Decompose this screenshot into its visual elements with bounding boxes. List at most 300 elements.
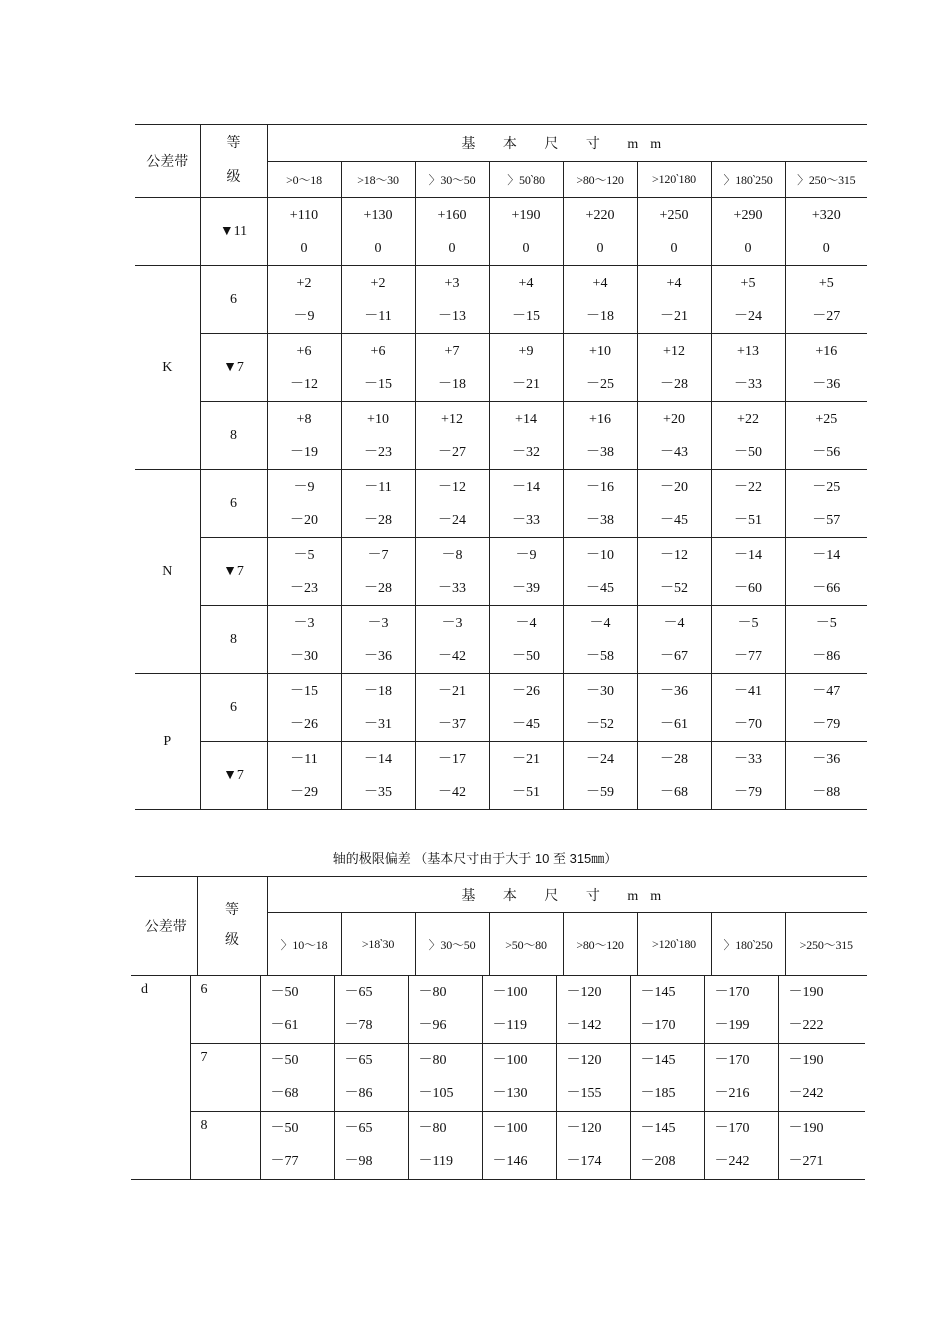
deviation-cell [785,538,867,606]
deviation-cell [415,742,489,810]
upper-deviation: －3 [293,615,315,631]
size-range-header: 〉50‵80 [489,162,563,198]
upper-deviation: －12 [660,547,688,563]
table-row [135,470,867,538]
upper-deviation: +320 [811,207,841,223]
lower-deviation: 0 [522,240,530,256]
deviation-cell [341,674,415,742]
upper-deviation: －36 [660,683,688,699]
lower-deviation: －23 [290,580,318,596]
deviation-cell [711,198,785,266]
lower-deviation: －51 [734,512,762,528]
upper-deviation: －190 [788,1053,824,1068]
upper-deviation: －14 [512,479,540,495]
upper-deviation: －65 [344,1121,373,1136]
lower-deviation: －170 [640,1018,676,1033]
deviation-cell [637,198,711,266]
lower-deviation: －199 [714,1018,750,1033]
table-row [135,334,867,402]
upper-deviation: －4 [589,615,611,631]
upper-deviation: +130 [363,207,393,223]
upper-deviation: +6 [370,343,386,359]
shaft-deviation-cell [482,1044,556,1112]
deviation-cell [711,402,785,470]
shaft-size-range-header: >80～120 [563,913,637,976]
lower-deviation: －119 [492,1018,527,1033]
shaft-deviation-cell [260,1112,334,1180]
upper-deviation: －41 [734,683,762,699]
shaft-band-cell: d [131,976,190,1180]
deviation-cell [785,198,867,266]
upper-deviation: －4 [663,615,685,631]
shaft-grade-header-line2: 级 [225,933,239,949]
lower-deviation: －27 [812,308,841,324]
lower-deviation: －43 [660,444,688,460]
upper-deviation: －15 [290,683,318,699]
lower-deviation: －42 [438,784,466,800]
deviation-cell [711,742,785,810]
deviation-cell [489,266,563,334]
shaft-deviation-cell [704,1112,778,1180]
shaft-deviation-cell [482,976,556,1044]
shaft-deviation-table [131,975,865,1180]
shaft-table-header [135,876,867,976]
lower-deviation: －57 [812,512,841,528]
deviation-cell [341,470,415,538]
upper-deviation: －36 [812,751,841,767]
upper-deviation: －14 [734,547,762,563]
lower-deviation: －15 [364,376,392,392]
deviation-cell [267,538,341,606]
deviation-cell [267,742,341,810]
upper-deviation: －30 [586,683,614,699]
deviation-cell [637,674,711,742]
shaft-deviation-cell [704,1044,778,1112]
lower-deviation: －33 [512,512,540,528]
tolerance-band-cell: N [135,470,200,674]
lower-deviation: 0 [670,240,678,256]
lower-deviation: －59 [586,784,614,800]
upper-deviation: +4 [518,275,534,291]
upper-deviation: －100 [492,1053,528,1068]
grade-header-line1: 等 [226,136,241,151]
lower-deviation: －68 [270,1086,299,1101]
shaft-deviation-cell [778,1044,865,1112]
shaft-size-range-header: 〉10～18 [267,913,341,976]
lower-deviation: －26 [290,716,318,732]
table-row [131,1044,865,1112]
lower-deviation: －42 [438,648,466,664]
size-range-header: >18～30 [341,162,415,198]
grade-cell: 6 [200,266,267,334]
upper-deviation: +12 [663,343,685,359]
upper-deviation: －26 [512,683,540,699]
shaft-size-range-header: 〉30～50 [415,913,489,976]
deviation-cell [341,742,415,810]
upper-deviation: －5 [293,547,315,563]
deviation-cell [563,742,637,810]
deviation-cell [489,198,563,266]
hole-table-body [135,125,867,810]
shaft-deviation-cell [556,976,630,1044]
table-row [135,742,867,810]
upper-deviation: －145 [640,1053,676,1068]
lower-deviation: －70 [734,716,762,732]
lower-deviation: －9 [293,308,315,324]
lower-deviation: －21 [512,376,540,392]
table-row [135,538,867,606]
upper-deviation: －33 [734,751,762,767]
deviation-cell [563,334,637,402]
upper-deviation: +16 [815,343,838,359]
lower-deviation: －98 [344,1154,373,1169]
shaft-grade-header-line1: 等 [225,903,239,919]
upper-deviation: －190 [788,985,824,1000]
lower-deviation: 0 [448,240,456,256]
table-row [135,198,867,266]
upper-deviation: －50 [270,1121,299,1136]
lower-deviation: －96 [418,1018,447,1033]
lower-deviation: －38 [586,512,614,528]
upper-deviation: +290 [733,207,763,223]
lower-deviation: －66 [812,580,841,596]
deviation-cell [785,470,867,538]
upper-deviation: +13 [737,343,759,359]
lower-deviation: －61 [270,1018,299,1033]
upper-deviation: －18 [364,683,392,699]
upper-deviation: +10 [367,411,389,427]
shaft-deviation-cell [778,976,865,1044]
shaft-size-range-header: >18‵30 [341,913,415,976]
lower-deviation: －60 [734,580,762,596]
upper-deviation: +2 [370,275,386,291]
upper-deviation: －145 [640,985,676,1000]
upper-deviation: －17 [438,751,466,767]
upper-deviation: +250 [659,207,689,223]
deviation-cell [415,606,489,674]
deviation-cell [785,334,867,402]
lower-deviation: －19 [290,444,318,460]
lower-deviation: －271 [788,1154,824,1169]
shaft-grade-header [197,877,267,976]
deviation-cell [267,470,341,538]
grade-cell: 8 [200,606,267,674]
deviation-cell [637,266,711,334]
deviation-cell [267,334,341,402]
shaft-deviation-cell [556,1112,630,1180]
lower-deviation: －67 [660,648,688,664]
deviation-cell [341,198,415,266]
shaft-deviation-cell [408,1112,482,1180]
shaft-deviation-cell [704,976,778,1044]
lower-deviation: －222 [788,1018,824,1033]
lower-deviation: 0 [596,240,604,256]
deviation-cell [489,334,563,402]
upper-deviation: +16 [589,411,611,427]
size-range-header: 〉250～315 [785,162,867,198]
deviation-cell [785,606,867,674]
upper-deviation: －5 [815,615,837,631]
deviation-cell [711,674,785,742]
lower-deviation: －142 [566,1018,602,1033]
size-range-header: >80～120 [563,162,637,198]
deviation-cell [489,742,563,810]
basic-size-header: 基 本 尺 寸 mm [267,125,867,162]
lower-deviation: －50 [512,648,540,664]
upper-deviation: +190 [511,207,541,223]
shaft-deviation-cell [408,1044,482,1112]
table-row [135,402,867,470]
upper-deviation: －8 [441,547,463,563]
lower-deviation: －79 [812,716,841,732]
deviation-cell [489,606,563,674]
upper-deviation: －12 [438,479,466,495]
size-range-header: >0～18 [267,162,341,198]
deviation-cell [341,402,415,470]
lower-deviation: 0 [822,240,830,256]
deviation-cell [637,538,711,606]
shaft-table-caption: 轴的极限偏差 （基本尺寸由于大于 10 至 315㎜） [332,851,618,866]
shaft-grade-cell: 6 [190,976,260,1044]
tolerance-band-cell: P [135,674,200,810]
deviation-cell [785,674,867,742]
grade-header [200,125,267,198]
lower-deviation: －28 [364,580,392,596]
upper-deviation: －20 [660,479,688,495]
upper-deviation: －47 [812,683,841,699]
shaft-table-body [131,976,865,1180]
upper-deviation: －3 [441,615,463,631]
lower-deviation: －30 [290,648,318,664]
lower-deviation: －12 [290,376,318,392]
upper-deviation: －80 [418,1053,447,1068]
lower-deviation: －45 [660,512,688,528]
deviation-cell [711,266,785,334]
shaft-deviation-cell [556,1044,630,1112]
lower-deviation: －105 [418,1086,454,1101]
lower-deviation: －174 [566,1154,602,1169]
upper-deviation: －16 [586,479,614,495]
deviation-cell [637,742,711,810]
upper-deviation: －80 [418,1121,447,1136]
lower-deviation: －51 [512,784,540,800]
shaft-deviation-cell [630,976,704,1044]
upper-deviation: －120 [566,1121,602,1136]
upper-deviation: －170 [714,985,750,1000]
deviation-cell [711,606,785,674]
lower-deviation: －77 [734,648,762,664]
shaft-deviation-cell [778,1112,865,1180]
upper-deviation: －9 [293,479,315,495]
deviation-cell [563,538,637,606]
lower-deviation: －21 [660,308,688,324]
upper-deviation: －120 [566,1053,602,1068]
upper-deviation: －170 [714,1053,750,1068]
upper-deviation: +110 [289,207,319,223]
lower-deviation: －208 [640,1154,676,1169]
lower-deviation: －216 [714,1086,750,1101]
deviation-cell [785,742,867,810]
upper-deviation: －4 [515,615,537,631]
grade-header-line2: 级 [226,170,241,185]
lower-deviation: －13 [438,308,466,324]
lower-deviation: －24 [438,512,466,528]
upper-deviation: －21 [438,683,466,699]
grade-cell: ▼7 [200,538,267,606]
lower-deviation: －86 [344,1086,373,1101]
deviation-cell [267,198,341,266]
upper-deviation: －120 [566,985,602,1000]
lower-deviation: －18 [586,308,614,324]
deviation-cell [563,266,637,334]
deviation-cell [563,198,637,266]
upper-deviation: +6 [296,343,312,359]
lower-deviation: －78 [344,1018,373,1033]
deviation-cell [489,402,563,470]
lower-deviation: －45 [586,580,614,596]
lower-deviation: －11 [364,308,392,324]
upper-deviation: －11 [364,479,392,495]
shaft-deviation-cell [334,1112,408,1180]
shaft-size-range-header: 〉180‵250 [711,913,785,976]
tolerance-band-cell [135,198,200,266]
upper-deviation: －22 [734,479,762,495]
upper-deviation: －80 [418,985,447,1000]
lower-deviation: －28 [364,512,392,528]
deviation-cell [415,402,489,470]
shaft-tolerance-zone-header: 公差带 [135,877,197,976]
upper-deviation: －21 [512,751,540,767]
upper-deviation: －100 [492,985,528,1000]
lower-deviation: －45 [512,716,540,732]
lower-deviation: －77 [270,1154,299,1169]
deviation-cell [489,674,563,742]
lower-deviation: －242 [788,1086,824,1101]
deviation-cell [267,402,341,470]
deviation-cell [563,674,637,742]
shaft-size-range-header: >120‵180 [637,913,711,976]
grade-cell: ▼11 [200,198,267,266]
shaft-deviation-cell [630,1112,704,1180]
shaft-deviation-cell [334,976,408,1044]
lower-deviation: －23 [364,444,392,460]
lower-deviation: 0 [300,240,308,256]
deviation-cell [415,266,489,334]
upper-deviation: －65 [344,1053,373,1068]
table-row [131,976,865,1044]
upper-deviation: +25 [815,411,838,427]
upper-deviation: －3 [367,615,389,631]
upper-deviation: +3 [444,275,460,291]
lower-deviation: －146 [492,1154,528,1169]
lower-deviation: －185 [640,1086,676,1101]
lower-deviation: －58 [586,648,614,664]
deviation-cell [267,266,341,334]
grade-cell: ▼7 [200,742,267,810]
upper-deviation: －145 [640,1121,676,1136]
deviation-cell [489,538,563,606]
shaft-basic-size-header: 基 本 尺 寸 mm [267,877,867,913]
deviation-cell [415,334,489,402]
lower-deviation: －32 [512,444,540,460]
upper-deviation: －10 [586,547,614,563]
shaft-deviation-cell [482,1112,556,1180]
table-row [135,606,867,674]
deviation-cell [563,606,637,674]
lower-deviation: －88 [812,784,841,800]
upper-deviation: +22 [737,411,759,427]
upper-deviation: －100 [492,1121,528,1136]
lower-deviation: －79 [734,784,762,800]
tolerance-zone-header: 公差带 [135,125,200,198]
upper-deviation: +5 [818,275,834,291]
deviation-cell [415,198,489,266]
deviation-cell [563,402,637,470]
lower-deviation: －25 [586,376,614,392]
upper-deviation: －50 [270,985,299,1000]
shaft-deviation-cell [260,976,334,1044]
lower-deviation: －36 [364,648,392,664]
grade-cell: 6 [200,470,267,538]
lower-deviation: －130 [492,1086,528,1101]
upper-deviation: －65 [344,985,373,1000]
upper-deviation: +160 [437,207,467,223]
lower-deviation: －52 [660,580,688,596]
upper-deviation: +8 [296,411,312,427]
deviation-cell [711,470,785,538]
lower-deviation: －31 [364,716,392,732]
shaft-deviation-cell [260,1044,334,1112]
lower-deviation: －38 [586,444,614,460]
upper-deviation: －5 [737,615,759,631]
lower-deviation: 0 [744,240,752,256]
lower-deviation: －37 [438,716,466,732]
deviation-cell [267,606,341,674]
upper-deviation: +4 [592,275,608,291]
tolerance-band-cell: K [135,266,200,470]
lower-deviation: －242 [714,1154,750,1169]
deviation-cell [637,402,711,470]
upper-deviation: +7 [444,343,460,359]
upper-deviation: －28 [660,751,688,767]
deviation-cell [785,402,867,470]
deviation-cell [341,538,415,606]
lower-deviation: －52 [586,716,614,732]
lower-deviation: －24 [734,308,762,324]
deviation-cell [785,266,867,334]
upper-deviation: －7 [367,547,389,563]
lower-deviation: －33 [734,376,762,392]
shaft-size-range-header: >250～315 [785,913,867,976]
lower-deviation: －61 [660,716,688,732]
shaft-grade-cell: 8 [190,1112,260,1180]
lower-deviation: －50 [734,444,762,460]
deviation-cell [563,470,637,538]
lower-deviation: －18 [438,376,466,392]
lower-deviation: －28 [660,376,688,392]
deviation-cell [489,470,563,538]
upper-deviation: －11 [290,751,318,767]
lower-deviation: －15 [512,308,540,324]
upper-deviation: +4 [666,275,682,291]
lower-deviation: －155 [566,1086,602,1101]
deviation-cell [637,470,711,538]
deviation-cell [267,674,341,742]
size-range-header: >120‵180 [637,162,711,198]
deviation-cell [711,334,785,402]
lower-deviation: －27 [438,444,466,460]
deviation-cell [415,538,489,606]
